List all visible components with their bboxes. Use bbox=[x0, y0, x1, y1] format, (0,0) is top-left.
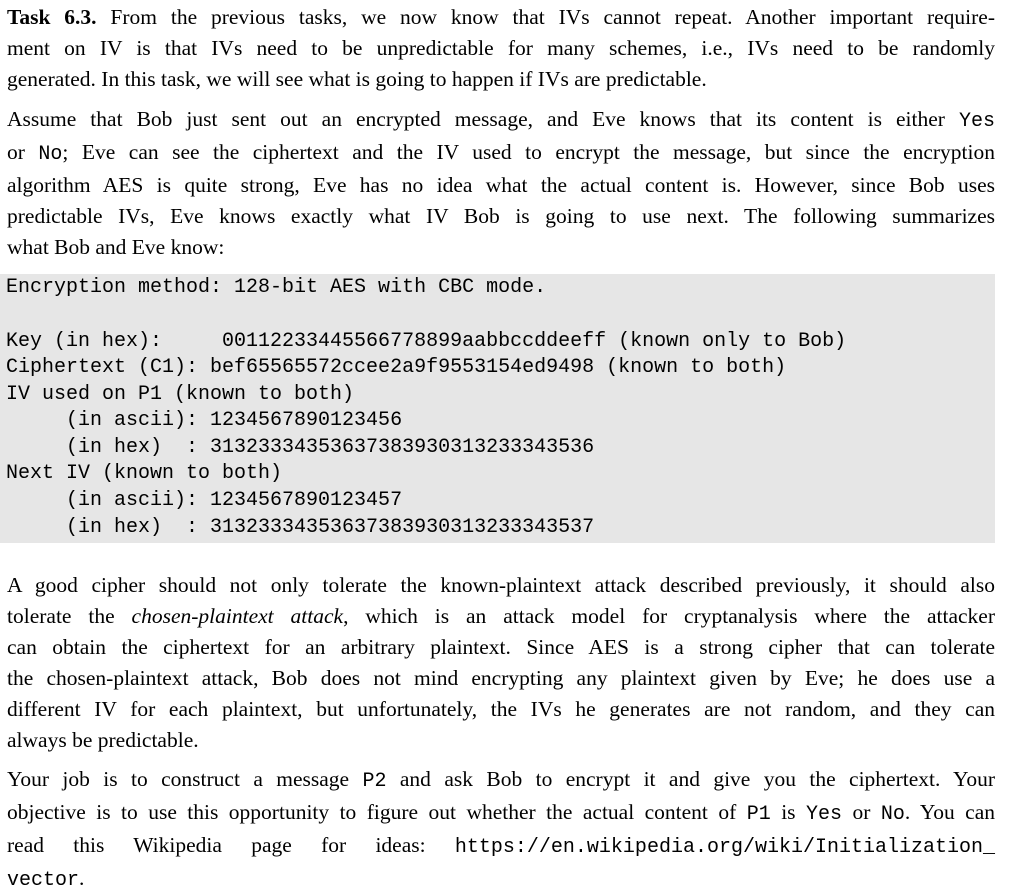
code-line-next-iv-ascii: (in ascii): 1234567890123457 bbox=[6, 489, 403, 512]
code-line-iv-p1-hex: (in hex) : 31323334353637383930313233343536 bbox=[6, 436, 595, 459]
inline-code-no: No bbox=[38, 143, 63, 166]
code-line-ciphertext: Ciphertext (C1): bef65565572ccee2a9f9553154ed9498 (known to both) bbox=[6, 356, 787, 379]
task-text-line-2: ment on IV is that IVs need to be unpredictable for many schemes, i.e., IVs need to be randomly bbox=[7, 36, 995, 60]
inline-code-yes: Yes bbox=[958, 110, 995, 133]
emphasis-chosen-plaintext: chosen-plaintext attack bbox=[131, 604, 344, 628]
task-label: Task 6.3. bbox=[7, 5, 97, 29]
code-line-method: Encryption method: 128-bit AES with CBC mode. bbox=[6, 276, 547, 299]
wikipedia-link[interactable]: https://en.wikipedia.org/wiki/Initialization_ bbox=[454, 836, 995, 859]
task-paragraph bbox=[7, 2, 995, 95]
code-line-key: Key (in hex): 00112233445566778899aabbccddeeff (known only to Bob) bbox=[6, 330, 847, 353]
scenario-paragraph: Assume that Bob just sent out an encrypted message, and Eve knows that its content is either Yes or No; Eve can see the ciphertext and the IV used to encrypt the message, but since the encryption algorithm AES is quite strong, Eve has no idea what the actual content is. However, since Bob uses predictable IVs, Eve knows exactly what IV Bob is going to use next. The following summarizes what Bob and Eve know: bbox=[7, 107, 996, 259]
wikipedia-link-continued[interactable]: vector bbox=[7, 869, 80, 892]
inline-code-p1: P1 bbox=[746, 803, 771, 826]
task-text-line-3: generated. In this task, we will see what is going to happen if IVs are predictable. bbox=[7, 67, 707, 91]
code-line-next-iv: Next IV (known to both) bbox=[6, 462, 283, 485]
inline-code-p2: P2 bbox=[362, 770, 387, 793]
code-line-iv-p1-ascii: (in ascii): 1234567890123456 bbox=[6, 409, 403, 432]
code-block bbox=[0, 274, 995, 543]
code-line-iv-p1: IV used on P1 (known to both) bbox=[6, 383, 355, 406]
chosen-plaintext-paragraph: A good cipher should not only tolerate the known-plaintext attack described previously, it should also tolerate the chosen-plaintext attack, which is an attack model for cryptanalysis where the attacker can obtain the ciphertext for an arbitrary plaintext. Since AES is a strong cipher that can tolerate the chosen-plaintext attack, Bob does not mind encrypting any plaintext given by Eve; he does use a different IV for each plaintext, but unfortunately, the IVs he generates are not random, and they can always be predictable. bbox=[7, 573, 995, 752]
code-line-next-iv-hex: (in hex) : 31323334353637383930313233343537 bbox=[6, 516, 595, 539]
job-paragraph: Your job is to construct a message P2 and ask Bob to encrypt it and give you the ciphertext. Your objective is to use this opportunity to figure out whether the actual content of P1 is Yes or No. You can read this Wikipedia page for ideas: https://en.wikipedia.org/wiki/Initialization_ vector. bbox=[7, 767, 996, 892]
task-text-line-1: From the previous tasks, we now know that IVs cannot repeat. Another important require- bbox=[110, 5, 995, 29]
